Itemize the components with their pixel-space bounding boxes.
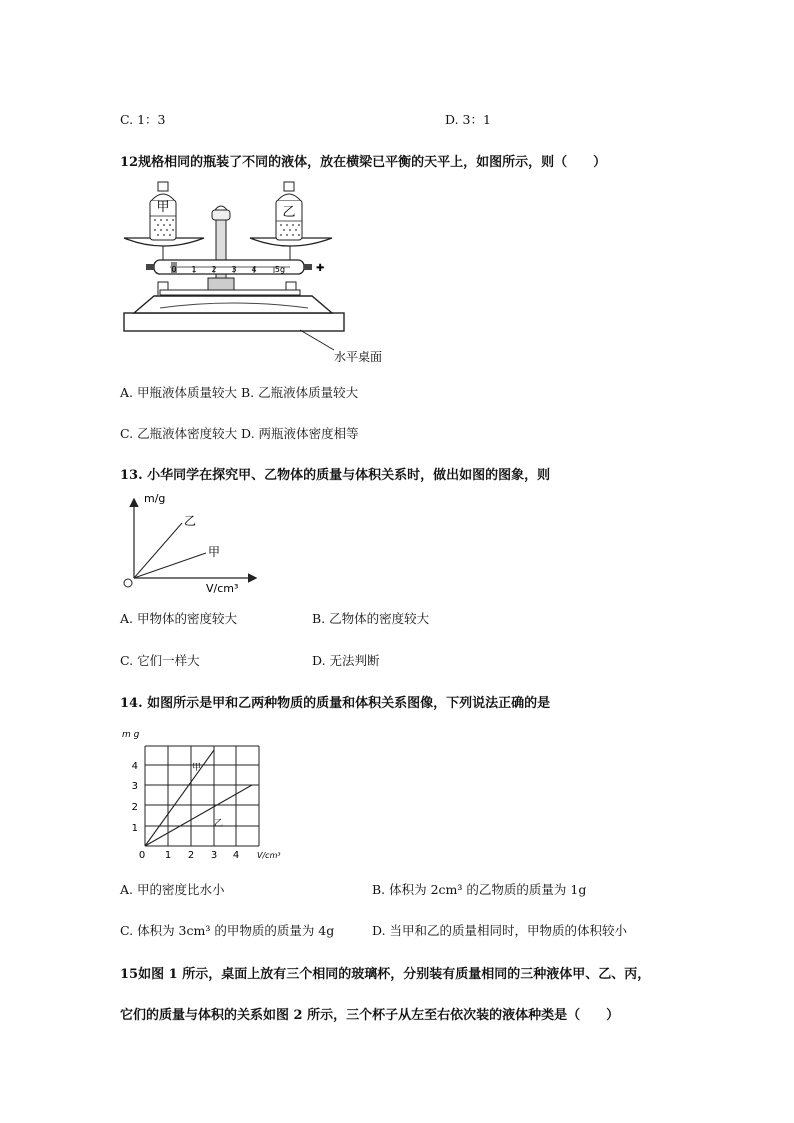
scale-mark-1: 1 (191, 265, 197, 274)
q14-graph (118, 724, 288, 864)
scale-mark-0: 0 (171, 265, 177, 274)
q15-stem-line2: 它们的质量与体积的关系如图 2 所示，三个杯子从左至右依次装的液体种类是（ ） (120, 1008, 620, 1023)
q13-stem: 13. 小华同学在探究甲、乙物体的质量与体积关系时，做出如图的图象，则 (120, 468, 551, 483)
q12-stem: 12规格相同的瓶装了不同的液体，放在横梁已平衡的天平上，如图所示，则（ ） (120, 155, 607, 170)
q14-option-b: B. 体积为 2cm³ 的乙物质的质量为 1g (372, 882, 587, 897)
q14-label-jia: 甲 (192, 763, 202, 773)
q14-y-tick-3: 3 (131, 781, 138, 792)
balance-figure (120, 178, 383, 368)
q14-y-tick-2: 2 (131, 802, 138, 813)
balance-base (134, 296, 332, 313)
q13-option-b: B. 乙物体的密度较大 (312, 611, 430, 626)
q11-option-c: C. 1：3 (120, 112, 166, 127)
q14-line-jia (145, 750, 214, 846)
q14-x-tick-2: 2 (187, 850, 195, 861)
scale-mark-2: 2 (211, 265, 217, 274)
q14-x-tick-4: 4 (232, 850, 240, 861)
bottle-jia (150, 182, 176, 240)
q12-options-ab: A. 甲瓶液体质量较大 B. 乙瓶液体质量较大 (120, 385, 359, 400)
q14-option-d: D. 当甲和乙的质量相同时，甲物质的体积较小 (372, 923, 628, 938)
q14-x-tick-1: 1 (164, 850, 172, 861)
q12-options-cd: C. 乙瓶液体密度较大 D. 两瓶液体密度相等 (120, 426, 359, 441)
q15-stem-line1: 15如图 1 所示，桌面上放有三个相同的玻璃杯，分别装有质量相同的三种液体甲、乙、丙， (120, 967, 651, 982)
q14-x-tick-3: 3 (210, 850, 218, 861)
q13-label-jia: 甲 (208, 545, 221, 559)
q13-option-c: C. 它们一样大 (120, 653, 200, 668)
q13-y-label: m/g (144, 492, 166, 505)
q14-y-label: m g (122, 730, 140, 740)
q11-option-d: D. 3：1 (445, 112, 491, 127)
q13-x-label: V/cm³ (206, 582, 239, 595)
q14-option-a: A. 甲的密度比水小 (120, 882, 225, 897)
q13-label-yi: 乙 (184, 514, 197, 528)
bottle-yi (276, 182, 302, 240)
svg-text:✚: ✚ (316, 263, 325, 274)
scale-mark-4: 4 (251, 265, 257, 274)
q14-label-yi: 乙 (214, 819, 224, 829)
bottle-label-jia: 甲 (156, 200, 170, 215)
q14-option-c: C. 体积为 3cm³ 的甲物质的质量为 4g (120, 923, 335, 938)
bottle-label-yi: 乙 (282, 205, 296, 220)
scale-mark-5: 5g (274, 265, 286, 274)
q13-option-d: D. 无法判断 (312, 653, 380, 668)
q14-x-tick-0: 0 (138, 850, 146, 861)
q14-y-tick-1: 1 (131, 823, 138, 834)
q14-stem: 14. 如图所示是甲和乙两种物质的质量和体积关系图像，下列说法正确的是 (120, 696, 551, 711)
table-caption: 水平桌面 (334, 350, 383, 364)
table-top (124, 313, 344, 331)
q14-y-tick-4: 4 (131, 761, 138, 772)
q13-origin (124, 579, 132, 587)
q14-x-label: V/cm³ (257, 851, 281, 860)
scale-mark-3: 3 (231, 265, 237, 274)
q13-option-a: A. 甲物体的密度较大 (120, 611, 237, 626)
q13-graph (120, 490, 270, 595)
